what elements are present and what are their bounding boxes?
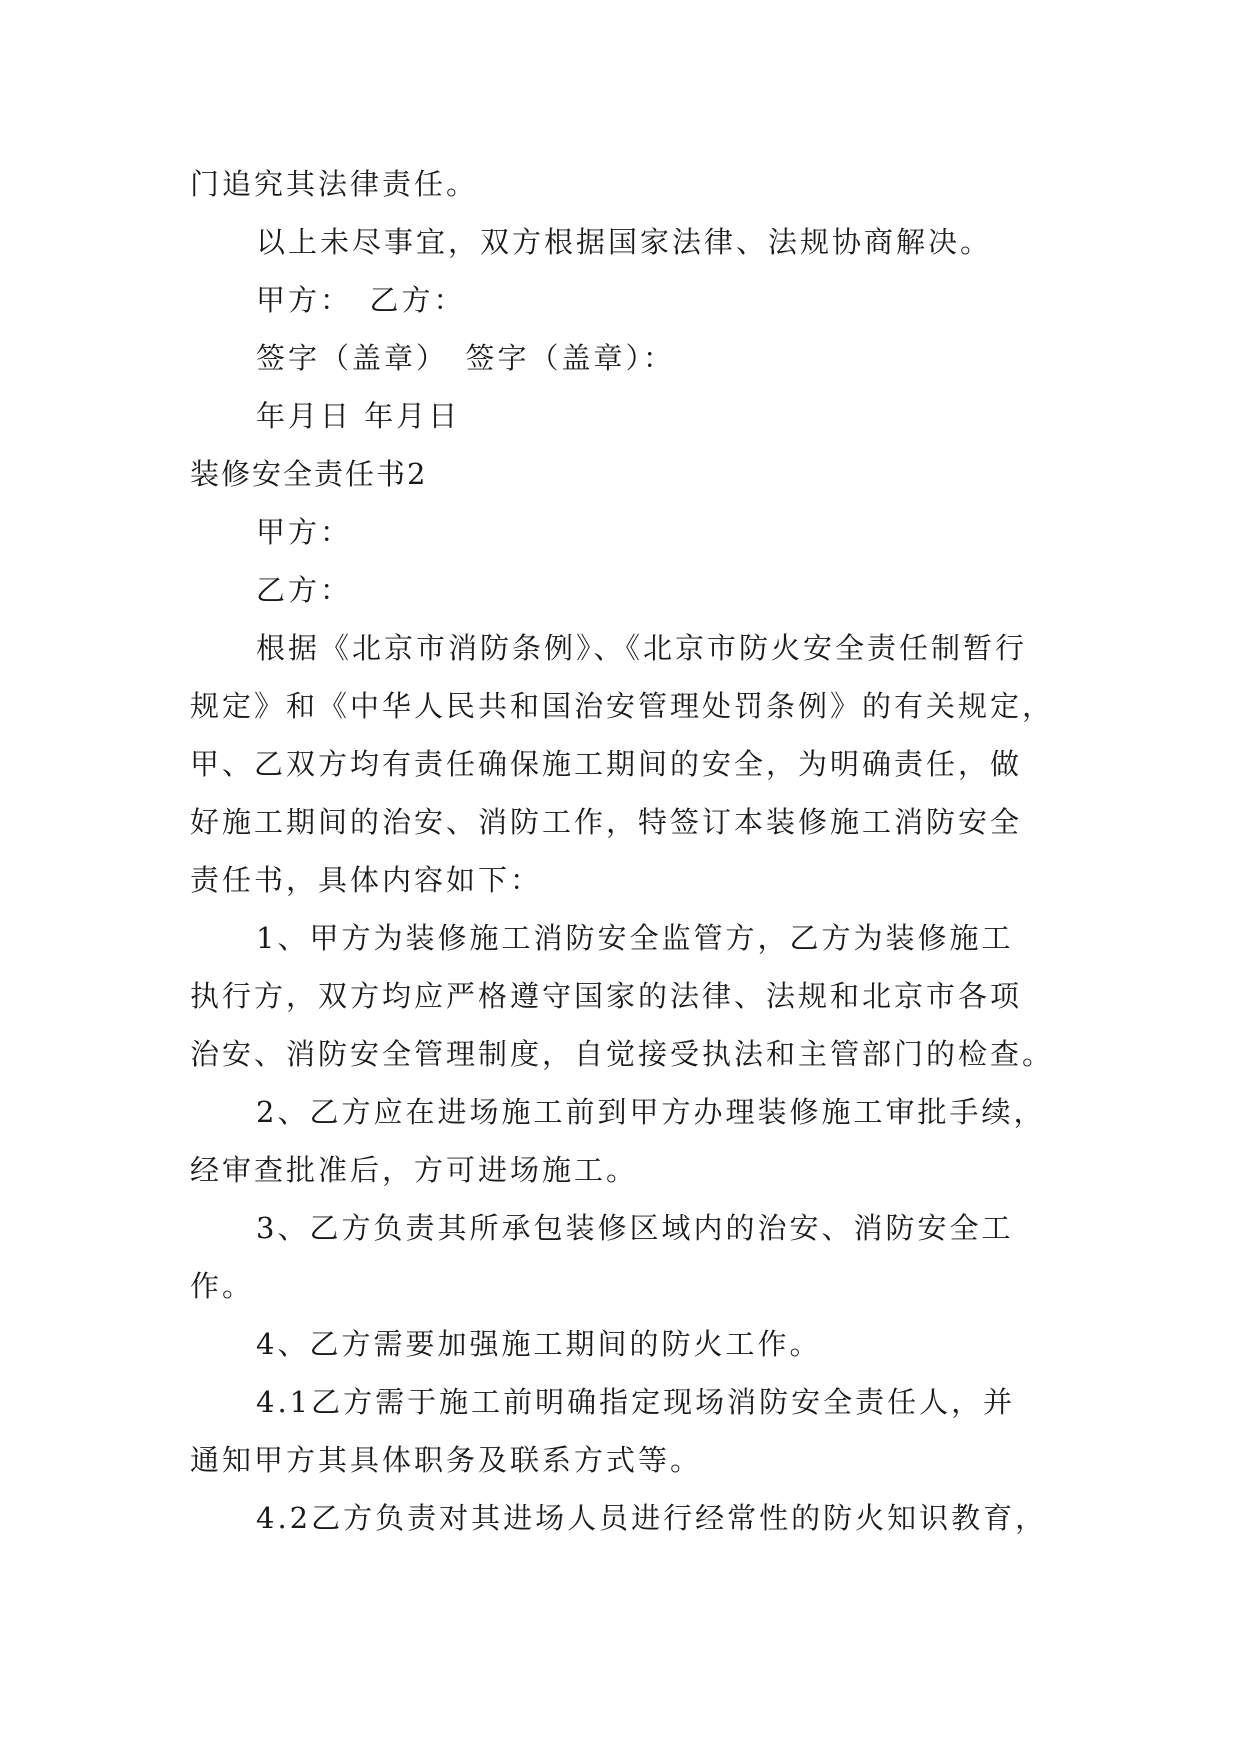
text-line: 治安、消防安全管理制度，自觉接受执法和主管部门的检查。 [190,1037,1055,1071]
text-line: 甲、乙双方均有责任确保施工期间的安全，为明确责任，做 [190,747,1023,781]
section-title: 装修安全责任书2 [190,457,428,491]
text-line: 执行方，双方均应严格遵守国家的法律、法规和北京市各项 [190,979,1023,1013]
signature-date-line: 年月日 年月日 [256,399,461,433]
text-line: 责任书，具体内容如下： [190,863,543,897]
text-line: 规定》和《中华人民共和国治安管理处罚条例》的有关规定， [190,689,1055,723]
text-line: 通知甲方其具体职务及联系方式等。 [190,1443,703,1477]
text-line: 好施工期间的治安、消防工作，特签订本装修施工消防安全 [190,805,1023,839]
signature-seal-line: 签字（盖章） 签字（盖章）： [256,341,676,375]
clause-4-2: 4.2乙方负责对其进场人员进行经常性的防火知识教育， [256,1501,1048,1535]
document-body [190,155,1055,1547]
text-line: 根据《北京市消防条例》、《北京市防火安全责任制暂行 [256,631,1028,665]
party-b-line: 乙方： [256,573,353,607]
text-line: 门追究其法律责任。 [190,167,479,201]
clause-4-1: 4.1乙方需于施工前明确指定现场消防安全责任人，并 [256,1385,1016,1419]
clause-2: 2、乙方应在进场施工前到甲方办理装修施工审批手续， [256,1095,1046,1129]
text-line: 作。 [190,1269,255,1303]
signature-parties-line: 甲方： 乙方： [256,283,466,317]
text-line: 以上未尽事宜，双方根据国家法律、法规协商解决。 [256,225,993,259]
clause-1: 1、甲方为装修施工消防安全监管方，乙方为装修施工 [256,921,1014,955]
clause-4: 4、乙方需要加强施工期间的防火工作。 [256,1327,822,1361]
clause-3: 3、乙方负责其所承包装修区域内的治安、消防安全工 [256,1211,1014,1245]
party-a-line: 甲方： [256,515,353,549]
text-line: 经审查批准后，方可进场施工。 [190,1153,639,1187]
